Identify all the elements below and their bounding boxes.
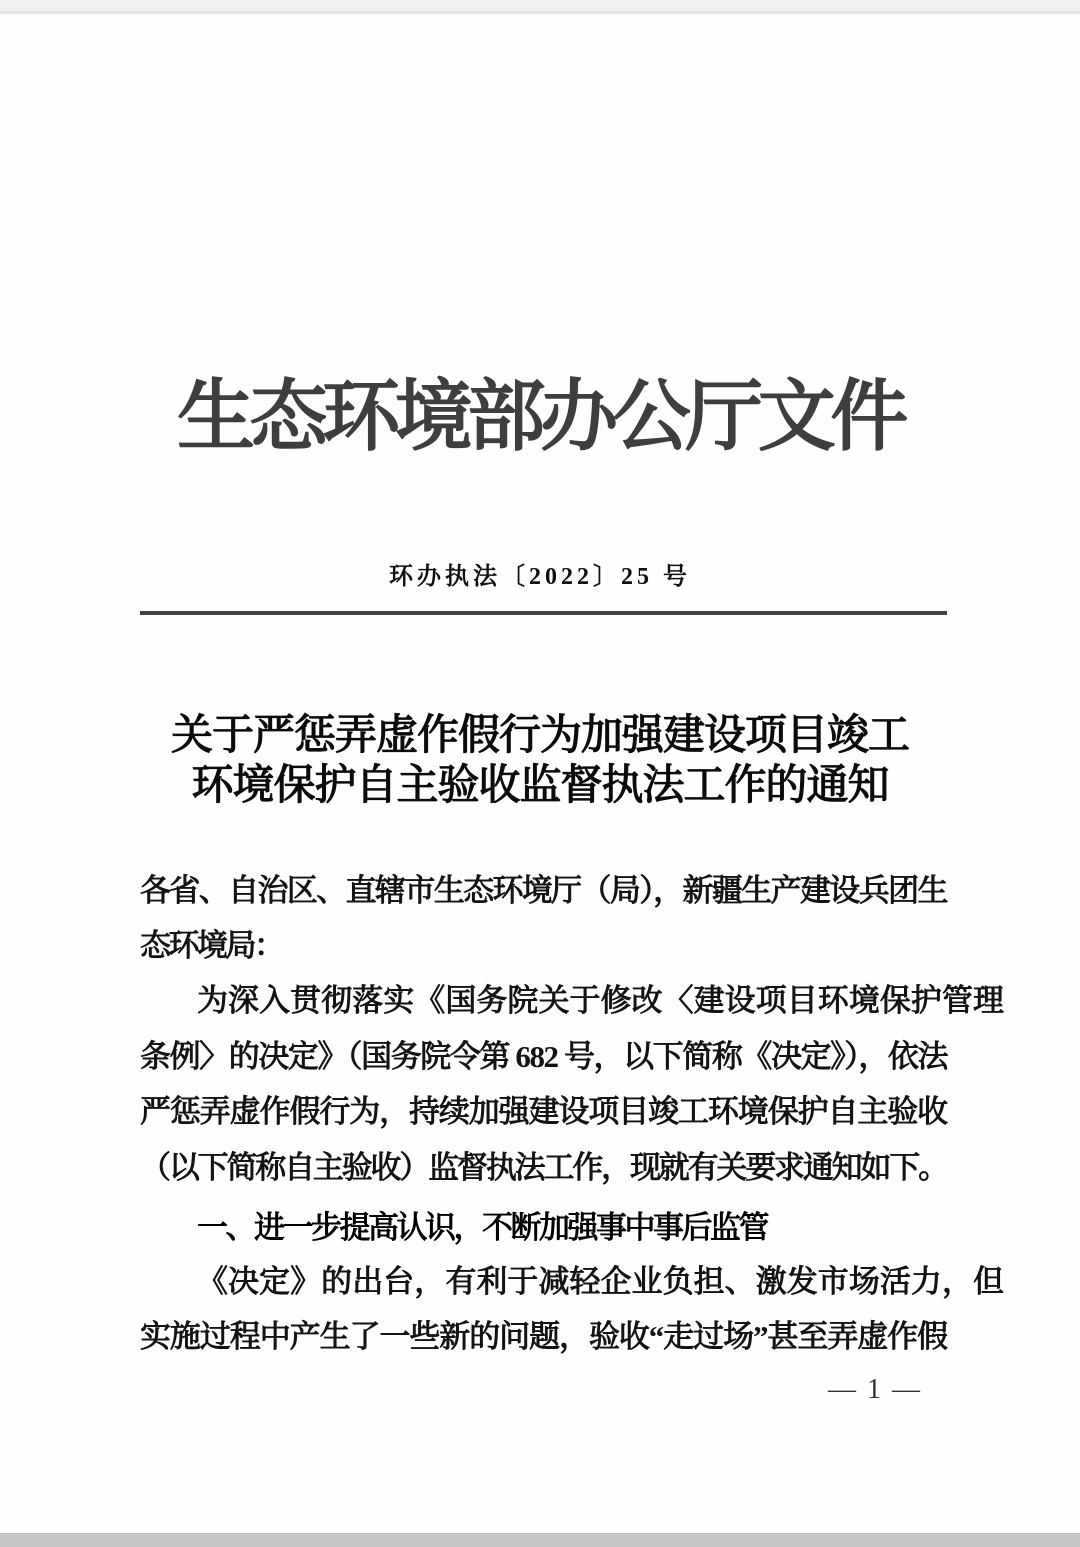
scan-edge-bottom — [0, 1533, 1080, 1547]
body-line-salutation-1: 各省、自治区、直辖市生态环境厅（局），新疆生产建设兵团生 — [140, 873, 947, 908]
body-line-salutation-2: 态环境局： — [140, 928, 283, 963]
letterhead-title-text: 生态环境部办公厅文件 — [176, 373, 903, 460]
notice-title-line2: 环境保护自主验收监督执法工作的通知 — [191, 761, 889, 808]
body-line-para1-3: 严惩弄虚作假行为，持续加强建设项目竣工环境保护自主验收 — [140, 1094, 948, 1129]
body-line-para2-2: 实施过程中产生了一些新的问题，验收“走过场”甚至弄虚作假 — [140, 1319, 948, 1354]
page-number: — 1 — — [828, 1374, 922, 1405]
section-1-heading: 一、进一步提高认识，不断加强事中事后监管 — [197, 1210, 767, 1245]
document-number-text: 环办执法〔2022〕25 号 — [389, 564, 691, 590]
notice-title-line1: 关于严惩弄虚作假行为加强建设项目竣工 — [170, 711, 909, 758]
body-line-para1-4: （以下简称自主验收）监督执法工作，现就有关要求通知如下。 — [140, 1150, 947, 1185]
body-line-para1-1: 为深入贯彻落实《国务院关于修改〈建设项目环境保护管理 — [197, 983, 1005, 1018]
body-line-para2-1: 《决定》的出台，有利于减轻企业负担、激发市场活力，但 — [197, 1264, 1005, 1299]
body-line-para1-2: 条例〉的决定》（国务院令第 682 号，以下简称《决定》），依法 — [140, 1039, 948, 1074]
